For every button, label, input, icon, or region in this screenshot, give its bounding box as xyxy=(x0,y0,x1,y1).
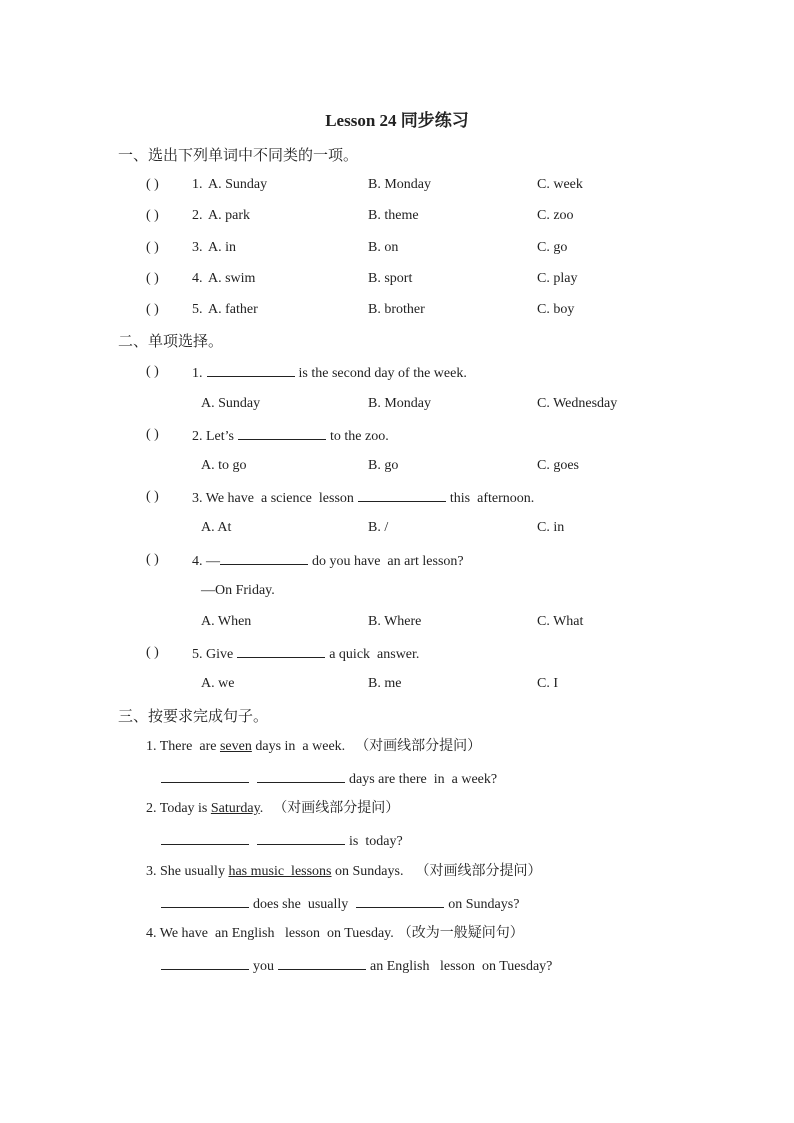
question-number: 4. xyxy=(192,271,203,286)
option-c: C. in xyxy=(537,520,565,535)
question-number: 5. xyxy=(192,302,203,317)
answer-blank[interactable] xyxy=(161,767,249,783)
s3-sentence-4 xyxy=(0,923,794,945)
underlined-part: Saturday xyxy=(210,801,260,816)
answer-blank[interactable] xyxy=(358,486,446,502)
option-a: A. Sunday xyxy=(208,177,268,192)
option-a: A. to go xyxy=(201,458,247,473)
dialogue-reply: —On Friday. xyxy=(201,583,275,598)
sentence-text: 4. We have an English lesson on Tuesday. （改为一般疑问句） xyxy=(146,926,524,941)
option-b: B. on xyxy=(368,240,399,255)
underlined-part: seven xyxy=(219,739,252,754)
answer-bracket: ( ) xyxy=(146,427,159,442)
question-number: 2. xyxy=(192,208,203,223)
option-a: A. in xyxy=(208,240,236,255)
answer-bracket: ( ) xyxy=(146,177,159,192)
option-c: C. Wednesday xyxy=(537,396,618,411)
answer-blank[interactable] xyxy=(161,829,249,845)
sentence-text: 1. There are seven days in a week. （对画线部分提问） xyxy=(146,739,482,754)
answer-blank[interactable] xyxy=(220,549,308,565)
option-a: A. park xyxy=(208,208,250,223)
section-2-heading: 二、单项选择。 xyxy=(118,334,224,350)
option-a: A. we xyxy=(201,676,235,691)
option-c: C. goes xyxy=(537,458,579,473)
option-c: C. What xyxy=(537,614,584,629)
answer-blank[interactable] xyxy=(257,767,345,783)
option-b: B. sport xyxy=(368,271,413,286)
option-c: C. boy xyxy=(537,302,575,317)
question-stem: 2. Let’s to the zoo. xyxy=(192,424,389,448)
s2-answer-4 xyxy=(0,580,794,602)
s2-options-1 xyxy=(0,393,794,415)
option-c: C. zoo xyxy=(537,208,574,223)
answer-bracket: ( ) xyxy=(146,364,159,379)
option-c: C. I xyxy=(537,676,558,691)
answer-bracket: ( ) xyxy=(146,645,159,660)
answer-line: you an English lesson on Tuesday? xyxy=(161,954,552,978)
s2-options-3 xyxy=(0,517,794,539)
s3-answer-2 xyxy=(0,829,794,851)
answer-bracket: ( ) xyxy=(146,302,159,317)
section-3-heading: 三、按要求完成句子。 xyxy=(118,709,269,725)
answer-line: days are there in a week? xyxy=(161,767,497,791)
answer-line: does she usually on Sundays? xyxy=(161,892,519,916)
answer-blank[interactable] xyxy=(356,892,444,908)
option-c: C. play xyxy=(537,271,578,286)
s3-sentence-2 xyxy=(0,798,794,820)
option-a: A. At xyxy=(201,520,232,535)
option-a: A. father xyxy=(208,302,258,317)
section-1-heading: 一、选出下列单词中不同类的一项。 xyxy=(118,148,359,164)
option-c: C. go xyxy=(537,240,568,255)
answer-blank[interactable] xyxy=(161,954,249,970)
s1-question-3 xyxy=(0,237,794,259)
question-number: 3. xyxy=(192,240,203,255)
s2-question-2 xyxy=(0,424,794,446)
s3-sentence-1 xyxy=(0,736,794,758)
answer-bracket: ( ) xyxy=(146,208,159,223)
s2-options-5 xyxy=(0,673,794,695)
s1-question-1 xyxy=(0,174,794,196)
sentence-text: 2. Today is Saturday. （对画线部分提问） xyxy=(146,801,400,816)
question-stem: 4. — do you have an art lesson? xyxy=(192,549,464,573)
option-b: B. go xyxy=(368,458,399,473)
answer-bracket: ( ) xyxy=(146,240,159,255)
s3-sentence-3 xyxy=(0,861,794,883)
option-b: B. Monday xyxy=(368,177,431,192)
option-b: B. / xyxy=(368,520,389,535)
answer-blank[interactable] xyxy=(207,361,295,377)
answer-line: is today? xyxy=(161,829,403,853)
s2-question-1 xyxy=(0,361,794,383)
answer-blank[interactable] xyxy=(257,829,345,845)
s2-question-5 xyxy=(0,642,794,664)
question-number: 1. xyxy=(192,177,203,192)
s3-answer-1 xyxy=(0,767,794,789)
answer-bracket: ( ) xyxy=(146,552,159,567)
question-stem: 5. Give a quick answer. xyxy=(192,642,419,666)
option-a: A. When xyxy=(201,614,252,629)
s2-question-4 xyxy=(0,549,794,571)
s1-question-4 xyxy=(0,268,794,290)
option-b: B. me xyxy=(368,676,402,691)
option-b: B. theme xyxy=(368,208,419,223)
page-title: Lesson 24 同步练习 xyxy=(325,111,469,130)
s3-answer-3 xyxy=(0,892,794,914)
option-c: C. week xyxy=(537,177,583,192)
s2-options-2 xyxy=(0,455,794,477)
option-b: B. Where xyxy=(368,614,422,629)
option-b: B. brother xyxy=(368,302,425,317)
question-stem: 1. is the second day of the week. xyxy=(192,361,467,385)
underlined-part: has music lessons xyxy=(228,864,332,879)
option-a: A. swim xyxy=(208,271,256,286)
answer-bracket: ( ) xyxy=(146,271,159,286)
answer-blank[interactable] xyxy=(161,892,249,908)
s2-options-4 xyxy=(0,611,794,633)
s3-answer-4 xyxy=(0,954,794,976)
question-stem: 3. We have a science lesson this afternoon. xyxy=(192,486,534,510)
sentence-text: 3. She usually has music lessons on Sundays. （对画线部分提问） xyxy=(146,864,542,879)
s1-question-2 xyxy=(0,205,794,227)
answer-bracket: ( ) xyxy=(146,489,159,504)
answer-blank[interactable] xyxy=(278,954,366,970)
s2-question-3 xyxy=(0,486,794,508)
s1-question-5 xyxy=(0,299,794,321)
answer-blank[interactable] xyxy=(237,642,325,658)
answer-blank[interactable] xyxy=(238,424,326,440)
option-a: A. Sunday xyxy=(201,396,261,411)
option-b: B. Monday xyxy=(368,396,431,411)
